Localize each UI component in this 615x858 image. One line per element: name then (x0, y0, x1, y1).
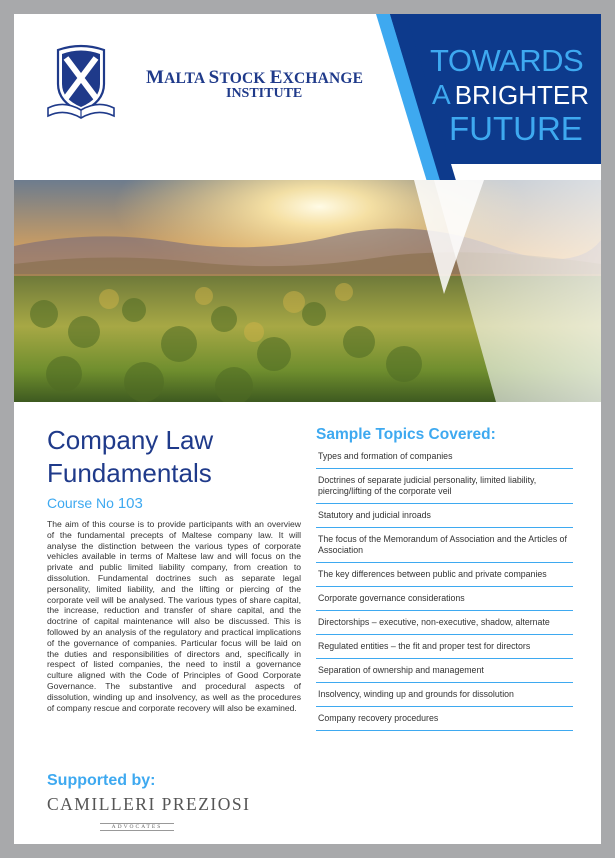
sponsor-logo (47, 794, 251, 833)
topic-item: Statutory and judicial inroads (316, 504, 573, 528)
topic-item: Corporate governance considerations (316, 587, 573, 611)
course-number: Course No 103 (47, 495, 143, 512)
topics-heading: Sample Topics Covered: (316, 426, 496, 443)
tagline-line2: A BRIGHTER (432, 79, 590, 110)
tagline-line1: TOWARDS (430, 43, 584, 78)
tagline-line3: FUTURE (449, 110, 583, 147)
topic-item: Doctrines of separate judicial personality, limited liability, piercing/lifting of the corporate veil (316, 469, 573, 504)
sunrise-forest-photo (14, 180, 601, 404)
topic-item: The focus of the Memorandum of Association and the Articles of Association (316, 528, 573, 563)
course-title: Company Law Fundamentals (47, 425, 214, 488)
org-name: MALTA STOCK EXCHANGE (146, 67, 364, 88)
mse-institute-logo-icon (46, 42, 116, 122)
sponsor-subtitle: ADVOCATES (100, 823, 175, 831)
tagline (430, 43, 590, 147)
org-name-institute: INSTITUTE (226, 86, 303, 101)
topic-item: Types and formation of companies (316, 445, 573, 469)
topic-item: Regulated entities – the fit and proper test for directors (316, 635, 573, 659)
supported-by-label: Supported by: (47, 772, 156, 789)
topic-item: Insolvency, winding up and grounds for dissolution (316, 683, 573, 707)
topic-item: Separation of ownership and management (316, 659, 573, 683)
topics-list (316, 445, 573, 731)
topic-item: Company recovery procedures (316, 707, 573, 731)
topic-item: Directorships – executive, non-executive, shadow, alternate (316, 611, 573, 635)
brochure-page (14, 14, 601, 844)
topic-item: The key differences between public and private companies (316, 563, 573, 587)
sponsor-name: CAMILLERI PREZIOSI (47, 794, 251, 814)
course-description: The aim of this course is to provide participants with an overview of the fundamental precepts of Maltese company law. It will analyse the distinction between the various types of corporate vehicles available in terms of Maltese law and will focus on the private and public limited liability company, from creation to dissolution. Fundamental doctrines such as separate legal personality, limited liability, and the lifting or piercing of the corporate veil will be analysed. The various types of share capital, the increase, reduction and transfer of share capital, and the doctrine of capital maintenance will also be discussed. This is followed by an analysis of the regulatory and practical implications of the governance of companies. Particular focus will be laid on the duties and responsibilities of directors and, specifically in respect of listed companies, the need to instil a governance culture aligned with the Code of Principles of Good Corporate Governance. The substantive and procedural aspects of dissolution, winding up and insolvency, as well as the procedures of company rescue and corporate recovery will also be examined. (47, 519, 301, 713)
